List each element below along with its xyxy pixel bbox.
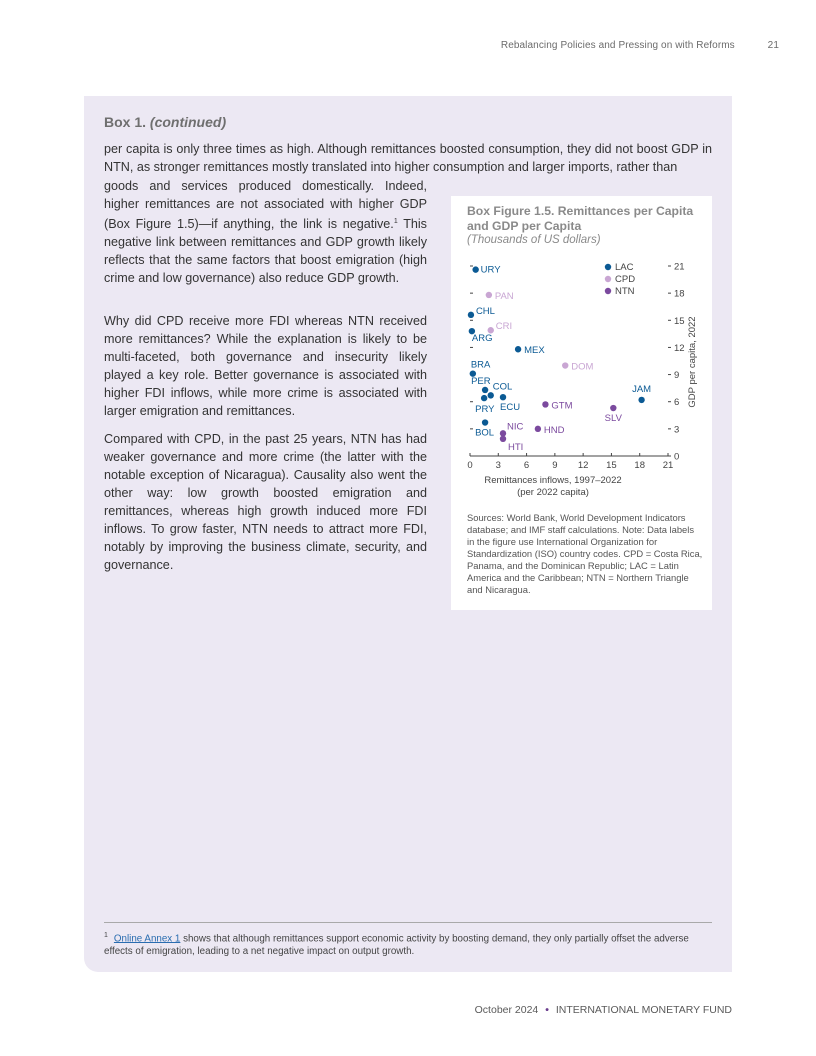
point-per bbox=[482, 387, 488, 393]
y-tick-label: 6 bbox=[674, 397, 680, 409]
x-tick-label: 12 bbox=[577, 460, 589, 471]
x-tick-label: 9 bbox=[552, 460, 558, 471]
y-tick-label: 18 bbox=[674, 288, 685, 300]
x-tick-label: 0 bbox=[467, 460, 473, 471]
x-axis-label-line2: (per 2022 capita) bbox=[517, 487, 589, 498]
legend-marker-lac bbox=[605, 264, 611, 270]
point-label-bol: BOL bbox=[475, 427, 495, 439]
point-ecu bbox=[500, 394, 506, 400]
x-tick-label: 3 bbox=[495, 460, 501, 471]
point-label-cri: CRI bbox=[495, 321, 513, 333]
page-number: 21 bbox=[767, 40, 779, 51]
point-label-ury: URY bbox=[480, 264, 501, 276]
point-label-col: COL bbox=[492, 381, 513, 393]
point-slv bbox=[610, 405, 616, 411]
scatter-chart bbox=[451, 246, 712, 516]
point-label-mex: MEX bbox=[524, 345, 545, 357]
y-tick-label: 15 bbox=[674, 315, 685, 327]
point-label-dom: DOM bbox=[571, 361, 594, 373]
x-axis-label-line1: Remittances inflows, 1997–2022 bbox=[484, 475, 622, 486]
point-label-pan: PAN bbox=[494, 290, 514, 302]
x-tick-label: 21 bbox=[662, 460, 674, 471]
point-bol bbox=[482, 419, 488, 425]
y-tick-label: 0 bbox=[674, 451, 680, 463]
x-tick-label: 6 bbox=[523, 460, 530, 471]
footnote-marker: 1 bbox=[104, 932, 108, 939]
point-label-slv: SLV bbox=[604, 413, 622, 425]
footnote bbox=[104, 930, 712, 958]
box-title bbox=[104, 114, 226, 130]
point-col bbox=[488, 392, 494, 398]
paragraph-full-width: per capita is only three times as high. Although remittances boosted consumption, they did not boost GDP in NTN, as stronger remittances mostly translated into higher consumption and larger imports, rather than bbox=[104, 142, 712, 174]
legend-label-cpd: CPD bbox=[615, 274, 636, 285]
point-cri bbox=[488, 327, 494, 333]
figure-subtitle: (Thousands of US dollars) bbox=[467, 234, 601, 246]
paragraph-2: Why did CPD receive more FDI whereas NTN received more remittances? While the explanation is likely to be multi-faceted, both governance and insecurity likely played a key role. Better governance is associated with higher FDI inflows, while more crime is associated with larger emigration and remittances. bbox=[104, 314, 427, 418]
legend-marker-cpd bbox=[605, 276, 611, 282]
point-label-hti: HTI bbox=[508, 441, 524, 453]
point-label-bra: BRA bbox=[470, 359, 491, 371]
box-continued: (continued) bbox=[149, 114, 227, 130]
point-gtm bbox=[542, 401, 548, 407]
running-header bbox=[501, 40, 779, 51]
point-label-ecu: ECU bbox=[500, 402, 521, 414]
box-panel bbox=[84, 96, 732, 972]
y-tick-label: 21 bbox=[674, 261, 685, 273]
paragraph-1 bbox=[104, 177, 427, 287]
point-label-jam: JAM bbox=[632, 383, 652, 395]
y-tick-label: 3 bbox=[674, 424, 680, 436]
y-tick-label: 12 bbox=[674, 342, 685, 354]
paragraph-1-text-a: goods and services produced domestically. Indeed, higher remittances are not associated with higher GDP (Box Figure 1.5)—if anything, the link is negative. bbox=[104, 179, 427, 232]
y-axis-label: GDP per capita, 2022 bbox=[687, 316, 698, 408]
legend-label-lac: LAC bbox=[615, 262, 634, 273]
online-annex-link[interactable]: Online Annex 1 bbox=[113, 933, 181, 945]
footer-publisher: INTERNATIONAL MONETARY FUND bbox=[555, 1004, 732, 1016]
x-tick-label: 15 bbox=[606, 460, 617, 471]
point-pan bbox=[486, 292, 492, 298]
footer-date: October 2024 bbox=[474, 1004, 539, 1016]
figure-title: Box Figure 1.5. Remittances per Capita and GDP per Capita bbox=[467, 204, 694, 233]
point-label-per: PER bbox=[471, 375, 491, 387]
page-footer bbox=[475, 1004, 732, 1016]
paragraph-1-text-b: This negative link between remittances and GDP growth likely reflects that the same factors that boost emigration (high crime and low governance) also reduce GDP growth. bbox=[104, 217, 427, 286]
legend-label-ntn: NTN bbox=[615, 286, 635, 297]
footer-separator: • bbox=[545, 1004, 549, 1016]
point-dom bbox=[562, 362, 568, 368]
point-ury bbox=[472, 266, 478, 272]
footnote-divider bbox=[104, 922, 712, 923]
point-chl bbox=[468, 312, 474, 318]
footnote-reference[interactable]: 1 bbox=[393, 218, 398, 225]
running-title: Rebalancing Policies and Pressing on with Reforms bbox=[500, 40, 735, 51]
point-hnd bbox=[535, 426, 541, 432]
figure-panel bbox=[451, 196, 712, 610]
box-label: Box 1. bbox=[104, 114, 147, 130]
point-label-hnd: HND bbox=[543, 424, 565, 436]
point-label-gtm: GTM bbox=[551, 400, 573, 412]
paragraph-3: Compared with CPD, in the past 25 years, NTN has had weaker governance and more crime (the latter with the notable exception of Nicaragua). Causality also went the other way: low growth boosted emigration and remittances, whereas high growth induced more FDI inflows. To grow faster, NTN needs to attract more FDI, notably by improving the business climate, security, and governance. bbox=[104, 432, 427, 572]
point-label-arg: ARG bbox=[471, 333, 493, 345]
point-label-nic: NIC bbox=[507, 421, 524, 433]
y-tick-label: 9 bbox=[674, 370, 680, 382]
footnote-text: shows that although remittances support economic activity by boosting demand, they only partially offset the adverse effects of emigration, leading to a net negative impact on output growth. bbox=[104, 933, 689, 957]
point-label-chl: CHL bbox=[475, 305, 495, 317]
point-jam bbox=[638, 397, 644, 403]
figure-notes: Sources: World Bank, World Development Indicators database; and IMF staff calculations. Note: Data labels in the figure use International Organization for Standardization (ISO) country codes. CPD = Costa Rica, Panama, and the Dominican Republic; LAC = Latin America and the Caribbean; NTN = Northern Triangle and Nicaragua. bbox=[467, 512, 703, 595]
point-pry bbox=[481, 395, 487, 401]
point-hti bbox=[500, 436, 506, 442]
x-tick-label: 18 bbox=[634, 460, 646, 471]
legend-marker-ntn bbox=[605, 288, 611, 294]
point-mex bbox=[515, 346, 521, 352]
point-label-pry: PRY bbox=[475, 404, 495, 416]
